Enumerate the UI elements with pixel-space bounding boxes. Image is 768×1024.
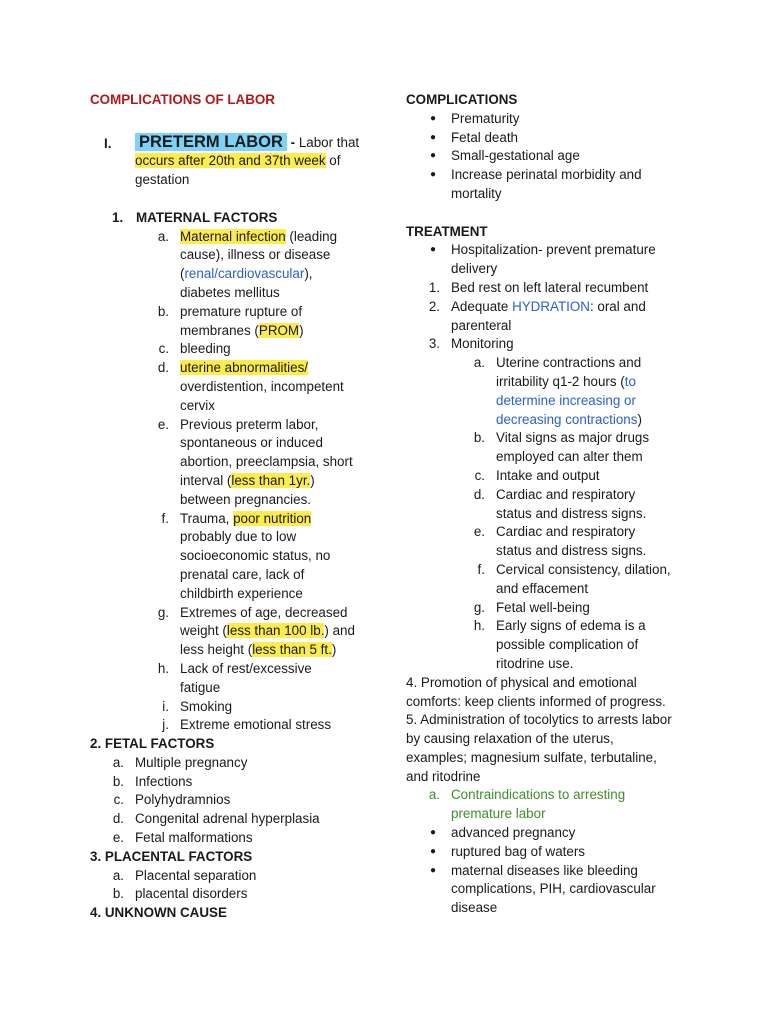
text-part: probably due to low socioeconomic status, no prenatal care, lack of childbirth experience bbox=[180, 529, 331, 601]
list-item bbox=[90, 228, 390, 303]
item-text: Smoking bbox=[180, 698, 233, 714]
list-item bbox=[406, 110, 696, 129]
maternal-title: MATERNAL FACTORS bbox=[136, 209, 278, 225]
complications-heading: COMPLICATIONS bbox=[406, 92, 518, 107]
list-item bbox=[406, 147, 696, 166]
item-marker: b. bbox=[473, 430, 485, 446]
item-text: Infections bbox=[135, 773, 193, 789]
blue-text: to determine increasing or decreasing contractions bbox=[496, 373, 638, 427]
item-text: ruptured bag of waters bbox=[451, 843, 585, 859]
item-marker: h. bbox=[157, 660, 169, 676]
item-marker: a. bbox=[473, 355, 485, 371]
preterm-def-post: of gestation bbox=[135, 153, 341, 188]
list-item bbox=[90, 416, 390, 510]
highlight: less than 1yr. bbox=[231, 472, 311, 488]
item-marker: b. bbox=[112, 886, 124, 902]
complications-list bbox=[406, 110, 696, 204]
treatment-heading: TREATMENT bbox=[406, 223, 488, 239]
item-text: maternal diseases like bleeding complications, PIH, cardiovascular disease bbox=[451, 862, 656, 916]
list-item bbox=[406, 617, 696, 673]
item-text bbox=[180, 228, 360, 303]
list-item bbox=[90, 791, 390, 810]
item-marker: c. bbox=[474, 467, 485, 483]
page-title: COMPLICATIONS OF LABOR bbox=[90, 92, 275, 107]
list-item bbox=[90, 510, 390, 604]
item-marker: j. bbox=[162, 717, 169, 733]
item-text bbox=[180, 359, 360, 415]
bullet-icon: ● bbox=[429, 864, 436, 876]
fetal-heading: 2. FETAL FACTORS bbox=[90, 736, 215, 752]
fetal-list bbox=[90, 754, 390, 848]
item-text: advanced pregnancy bbox=[451, 825, 576, 841]
item-text: Vital signs as major drugs employed can alter them bbox=[496, 430, 650, 465]
left-column bbox=[90, 91, 390, 923]
item-marker: 1. bbox=[428, 279, 440, 295]
list-item bbox=[406, 129, 696, 148]
text-part: ) bbox=[299, 322, 304, 338]
bullet-icon: ● bbox=[429, 845, 436, 857]
item-text: Fetal death bbox=[451, 129, 518, 145]
item-marker: c. bbox=[158, 341, 169, 357]
preterm-dash: - bbox=[286, 134, 299, 150]
list-item bbox=[406, 523, 696, 561]
item-text: Prematurity bbox=[451, 110, 520, 126]
item-marker: g. bbox=[473, 599, 485, 615]
preterm-def-highlight: occurs after 20th and 37th week bbox=[135, 153, 326, 169]
item-text: Hospitalization- prevent premature delivery bbox=[451, 242, 656, 277]
text-part: Uterine contractions and irritability q1-2 hours ( bbox=[496, 355, 642, 389]
highlight: uterine abnormalities/ bbox=[180, 360, 309, 376]
list-item bbox=[406, 429, 696, 467]
list-item bbox=[406, 786, 696, 824]
item-text: Fetal malformations bbox=[135, 830, 253, 846]
item-text: Polyhydramnios bbox=[135, 792, 231, 808]
placental-list bbox=[90, 867, 390, 905]
list-item bbox=[90, 829, 390, 848]
text-part: Extremes of age, decreased weight ( bbox=[180, 604, 348, 639]
bullet-icon: ● bbox=[429, 244, 436, 256]
right-column bbox=[406, 91, 696, 918]
text-part: (leading cause), illness or disease ( bbox=[180, 228, 338, 282]
blue-text: HYDRATION bbox=[512, 298, 590, 314]
item-text bbox=[180, 303, 340, 341]
preterm-def-pre: Labor that bbox=[298, 134, 360, 150]
item-text bbox=[180, 416, 365, 510]
maternal-list bbox=[90, 228, 390, 736]
text-part: ) and less height ( bbox=[180, 623, 355, 658]
list-item bbox=[90, 340, 390, 359]
item-text: Cardiac and respiratory status and distress signs. bbox=[496, 486, 647, 521]
bullet-icon: ● bbox=[429, 112, 436, 124]
item-text bbox=[180, 510, 360, 604]
list-item bbox=[406, 599, 696, 618]
bullet-icon: ● bbox=[429, 150, 436, 162]
text-part: ) between pregnancies. bbox=[180, 472, 315, 507]
bullet-icon: ● bbox=[429, 131, 436, 143]
item-marker: f. bbox=[161, 510, 169, 526]
item-text: Fetal well-being bbox=[496, 599, 590, 615]
text-part: : oral and parenteral bbox=[451, 298, 646, 333]
list-item bbox=[90, 604, 390, 660]
list-item bbox=[90, 810, 390, 829]
item-text: bleeding bbox=[180, 341, 231, 357]
item-marker: g. bbox=[157, 604, 169, 620]
item-marker: d. bbox=[112, 811, 124, 827]
list-item bbox=[90, 885, 390, 904]
item-text: Extreme emotional stress bbox=[180, 717, 332, 733]
item-text bbox=[496, 354, 656, 429]
item-marker: f. bbox=[477, 561, 485, 577]
list-item bbox=[406, 241, 696, 279]
item-text: Cervical consistency, dilation, and effacement bbox=[496, 561, 671, 596]
list-item bbox=[90, 754, 390, 773]
item-text: Cardiac and respiratory status and distress signs. bbox=[496, 524, 647, 559]
list-item bbox=[406, 467, 696, 486]
item-marker: 2. bbox=[428, 298, 440, 314]
preterm-definition bbox=[135, 133, 360, 190]
item-marker: d. bbox=[473, 486, 485, 502]
text-part: ) bbox=[637, 411, 642, 427]
item-text bbox=[180, 604, 365, 660]
item-text: Placental separation bbox=[135, 867, 257, 883]
list-item bbox=[90, 303, 390, 341]
bullet-icon: ● bbox=[429, 169, 436, 181]
placental-heading: 3. PLACENTAL FACTORS bbox=[90, 848, 253, 864]
list-item bbox=[90, 359, 390, 415]
list-item bbox=[90, 773, 390, 792]
item-marker: e. bbox=[473, 524, 485, 540]
item-text: Contraindications to arresting premature labor bbox=[451, 787, 626, 822]
list-item bbox=[90, 716, 390, 735]
contraindications-list bbox=[406, 824, 696, 918]
text-part: Adequate bbox=[451, 298, 513, 314]
text-part: Trauma, bbox=[180, 510, 234, 526]
item-marker: 3. bbox=[428, 336, 440, 352]
item-text: placental disorders bbox=[135, 886, 248, 902]
item-text: Intake and output bbox=[496, 467, 600, 483]
item-marker: a. bbox=[112, 867, 124, 883]
list-item bbox=[406, 561, 696, 599]
preterm-heading: PRETERM LABOR bbox=[135, 133, 287, 151]
bullet-icon: ● bbox=[429, 827, 436, 839]
paragraph-4: 4. Promotion of physical and emotional comforts: keep clients informed of progress. bbox=[406, 674, 666, 709]
blue-text: renal/cardiovascular bbox=[184, 266, 305, 282]
maternal-heading bbox=[90, 209, 390, 228]
text-part: ), diabetes mellitus bbox=[180, 266, 313, 300]
list-item bbox=[406, 335, 696, 354]
highlight: less than 100 lb. bbox=[226, 623, 325, 639]
item-text: Lack of rest/excessive fatigue bbox=[180, 660, 312, 695]
item-text: Bed rest on left lateral recumbent bbox=[451, 279, 649, 295]
roman-numeral: I. bbox=[104, 135, 112, 151]
highlight: Maternal infection bbox=[180, 228, 286, 244]
item-marker: a. bbox=[157, 228, 169, 244]
list-item bbox=[406, 862, 696, 918]
list-item bbox=[406, 166, 696, 204]
item-text: Small-gestational age bbox=[451, 148, 580, 164]
item-text: Early signs of edema is a possible complication of ritodrine use. bbox=[496, 618, 646, 671]
item-text: Monitoring bbox=[451, 336, 514, 352]
item-marker: c. bbox=[113, 792, 124, 808]
list-item bbox=[406, 824, 696, 843]
list-item bbox=[90, 660, 390, 698]
item-marker: h. bbox=[473, 618, 485, 634]
monitoring-list bbox=[406, 354, 696, 674]
list-item bbox=[406, 298, 696, 336]
item-text bbox=[451, 298, 671, 336]
item-marker: b. bbox=[157, 303, 169, 319]
list-item bbox=[90, 867, 390, 886]
text-part: ) bbox=[331, 642, 337, 658]
item-marker: d. bbox=[157, 360, 169, 376]
list-item bbox=[406, 279, 696, 298]
highlight: poor nutrition bbox=[233, 510, 312, 526]
item-text: Multiple pregnancy bbox=[135, 754, 248, 770]
list-item bbox=[90, 698, 390, 717]
list-item bbox=[406, 843, 696, 862]
item-marker: i. bbox=[162, 698, 169, 714]
item-marker: a. bbox=[428, 787, 440, 803]
maternal-number: 1. bbox=[112, 209, 124, 225]
item-text: Congenital adrenal hyperplasia bbox=[135, 811, 320, 827]
unknown-heading: 4. UNKNOWN CAUSE bbox=[90, 905, 227, 921]
text-part: overdistention, incompetent cervix bbox=[180, 378, 344, 413]
item-marker: e. bbox=[112, 830, 124, 846]
highlight: less than 5 ft. bbox=[252, 642, 332, 658]
highlight: PROM bbox=[258, 322, 300, 338]
list-item bbox=[406, 354, 696, 429]
preterm-section bbox=[90, 133, 390, 190]
paragraph-5: 5. Administration of tocolytics to arrests labor by causing relaxation of the uterus, examples; magnesium sulfate, terbutaline, and ritodrine bbox=[406, 712, 672, 784]
text-part: Previous preterm labor, spontaneous or induced abortion, preeclampsia, short interval ( bbox=[180, 416, 353, 488]
item-marker: b. bbox=[112, 773, 124, 789]
text-part: premature rupture of membranes ( bbox=[180, 303, 303, 338]
list-item bbox=[406, 486, 696, 524]
item-text: Increase perinatal morbidity and mortality bbox=[451, 167, 642, 201]
item-marker: a. bbox=[112, 754, 124, 770]
item-marker: e. bbox=[157, 416, 169, 432]
